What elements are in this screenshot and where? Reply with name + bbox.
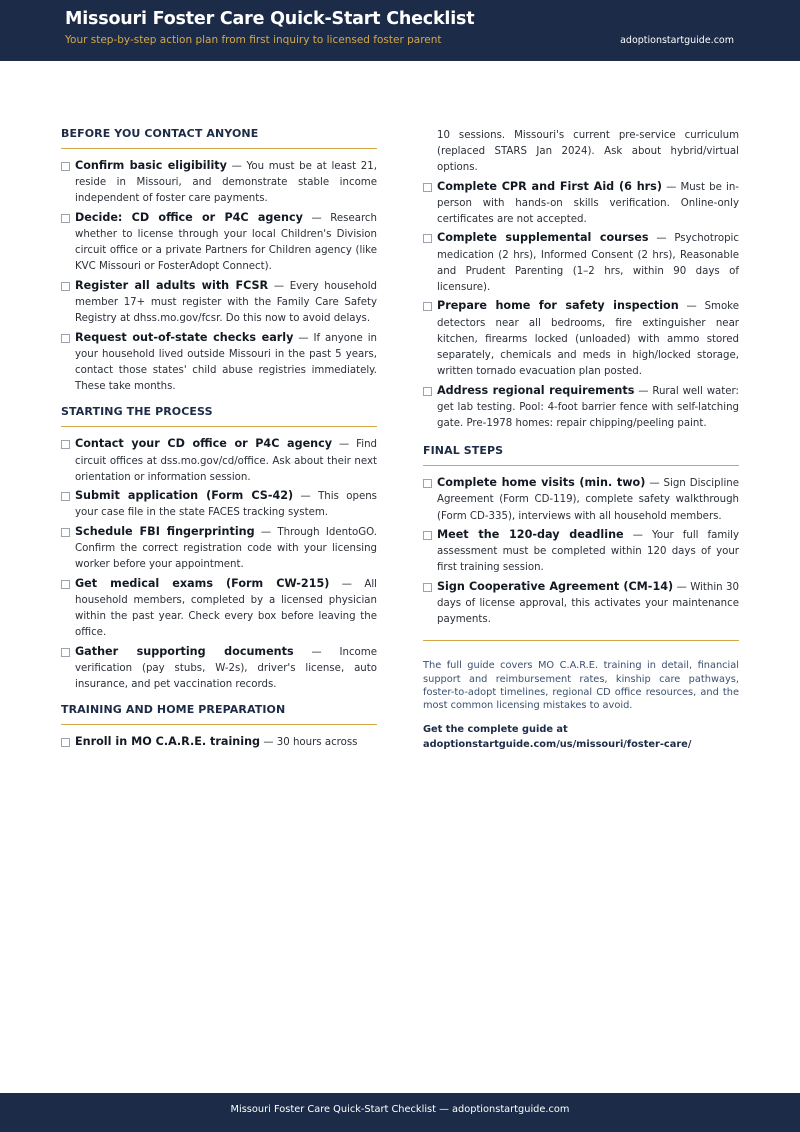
em-dash: — [293, 646, 340, 658]
item-description: If anyone in your household lived outside Missouri in the past 5 years, contact those states' child abuse registries immediately. These take months. [75, 332, 377, 393]
section-final-steps [423, 444, 739, 628]
checklist [61, 158, 377, 395]
section-training [61, 703, 377, 751]
checklist-item [423, 383, 739, 433]
checkbox-icon[interactable] [423, 183, 432, 192]
checklist [423, 475, 739, 628]
checklist-item [61, 158, 377, 208]
checkbox-icon[interactable] [61, 282, 70, 291]
item-description: Every household member 17+ must register with the Family Care Safety Registry at dhss.mo.gov/fcsr. Do this now to avoid delays. [75, 280, 377, 325]
checklist [423, 179, 739, 433]
checkbox-icon[interactable] [61, 528, 70, 537]
item-description: Within 30 days of license approval, this activates your maintenance payments. [437, 581, 739, 626]
item-heading: Enroll in MO C.A.R.E. training [75, 735, 261, 749]
em-dash: — [293, 332, 314, 344]
em-dash: — [673, 581, 691, 593]
checkbox-icon[interactable] [61, 580, 70, 589]
checkbox-icon[interactable] [61, 738, 70, 747]
item-heading: Decide: CD office or P4C agency [75, 210, 303, 224]
item-description: Sign Discipline Agreement (Form CD-119), complete safety walkthrough (Form CD-335), interviews with all household members. [437, 478, 739, 522]
em-dash: — [302, 212, 331, 224]
item-heading: Request out-of-state checks early [75, 330, 294, 344]
section-title: BEFORE YOU CONTACT ANYONE [61, 127, 377, 149]
cta-link[interactable]: adoptionstartguide.com/us/missouri/foster-care/ [423, 739, 692, 751]
page-title: Missouri Foster Care Quick-Start Checklist [65, 9, 475, 29]
item-heading: Complete supplemental courses [437, 231, 649, 245]
em-dash: — [332, 439, 357, 451]
checkbox-icon[interactable] [61, 162, 70, 171]
section-starting-process [61, 405, 377, 693]
checkbox-icon[interactable] [423, 302, 432, 311]
footer-text: Missouri Foster Care Quick-Start Checklist — adoptionstartguide.com [230, 1104, 570, 1115]
item-heading: Complete home visits (min. two) [437, 476, 646, 490]
item-heading: Address regional requirements [437, 383, 635, 397]
item-description: All household members, completed by a licensed physician within the past year. Check every box before leaving the office. [75, 578, 377, 639]
checkbox-icon[interactable] [61, 648, 70, 657]
left-column [61, 127, 377, 761]
item-description: Income verification (pay stubs, W-2s), driver's license, auto insurance, and pet vaccination records. [75, 646, 377, 690]
em-dash: — [268, 280, 290, 292]
checklist-item [61, 210, 377, 276]
item-description: Must be in-person with hands-on skills verification. Online-only certificates are not accepted. [437, 181, 739, 226]
section-title: STARTING THE PROCESS [61, 405, 377, 427]
checkbox-icon[interactable] [423, 387, 432, 396]
training-item-continuation: 10 sessions. Missouri's current pre-service curriculum (replaced STARS Jan 2024). Ask about hybrid/virtual options. [437, 130, 739, 174]
item-heading: Schedule FBI fingerprinting [75, 524, 255, 538]
em-dash: — [678, 301, 705, 313]
item-heading: Gather supporting documents [75, 644, 294, 658]
checklist-item [423, 579, 739, 629]
item-description: Psychotropic medication (2 hrs), Informed Consent (2 hrs), Reasonable and Prudent Parenting (1–2 hrs, within 90 days of licensure). [437, 233, 739, 294]
checklist-item [61, 734, 377, 751]
cta-label: Get the complete guide at [423, 723, 568, 735]
item-description: This opens your case file in the state FACES tracking system. [75, 491, 377, 519]
checklist-item [423, 527, 739, 577]
checkbox-icon[interactable] [61, 214, 70, 223]
item-heading: Contact your CD office or P4C agency [75, 437, 333, 451]
em-dash: — [634, 385, 653, 397]
page-footer [0, 1093, 800, 1132]
em-dash: — [645, 478, 664, 490]
item-description: Through IdentoGO. Confirm the correct registration code with your licensing worker before your appointment. [75, 526, 378, 571]
item-heading: Meet the 120-day deadline [437, 528, 624, 542]
checklist-item [423, 230, 739, 296]
section-title: TRAINING AND HOME PREPARATION [61, 703, 377, 725]
em-dash: — [293, 491, 319, 503]
checklist [61, 436, 377, 693]
em-dash: — [254, 526, 278, 538]
em-dash: — [260, 737, 277, 749]
checklist-item [423, 298, 739, 380]
item-description: 30 hours across [276, 737, 358, 749]
item-heading: Register all adults with FCSR [75, 278, 269, 292]
checkbox-icon[interactable] [61, 334, 70, 343]
item-heading: Complete CPR and First Aid (6 hrs) [437, 179, 662, 193]
promo-text: The full guide covers MO C.A.R.E. training in detail, financial support and reimbursement rates, kinship care pathways, foster-to-adopt timelines, regional CD office resources, and the most common licensing mistakes to avoid. [423, 660, 739, 712]
checklist-item [423, 475, 739, 525]
page-header [0, 0, 800, 61]
divider [423, 640, 739, 641]
checklist-item [61, 488, 377, 521]
item-heading: Submit application (Form CS-42) [75, 489, 294, 503]
em-dash: — [226, 161, 247, 172]
item-heading: Sign Cooperative Agreement (CM-14) [437, 579, 674, 593]
checklist-item [61, 576, 377, 642]
section-title: FINAL STEPS [423, 444, 739, 466]
item-description: Rural well water: get lab testing. Pool: 4-foot barrier fence with self-latching gate. Pre-1978 homes: repair chipping/peeling paint. [437, 385, 739, 430]
checkbox-icon[interactable] [423, 234, 432, 243]
item-description: Find circuit offices at dss.mo.gov/cd/office. Ask about their next orientation or information session. [75, 439, 377, 483]
checkbox-icon[interactable] [61, 492, 70, 501]
item-heading: Confirm basic eligibility [75, 159, 227, 172]
page-subtitle: Your step-by-step action plan from first inquiry to licensed foster parent [65, 34, 442, 46]
item-description: Your full family assessment must be completed within 120 days of your first training session. [437, 530, 740, 574]
checklist [61, 734, 377, 751]
checklist-item [61, 330, 377, 396]
right-column [423, 128, 739, 753]
checklist-item [61, 278, 377, 328]
header-site-link[interactable]: adoptionstartguide.com [620, 35, 734, 46]
em-dash: — [661, 181, 681, 193]
checklist-item [61, 524, 377, 574]
item-description: You must be at least 21, reside in Missouri, and demonstrate stable income independent of foster care payments. [75, 161, 377, 205]
checklist-item [423, 179, 739, 229]
section-before-contact [61, 127, 377, 395]
item-heading: Prepare home for safety inspection [437, 299, 679, 313]
item-description: Research whether to license through your local Children's Division circuit office or a private Partners for Children agency (like KVC Missouri or FosterAdopt Connect). [75, 212, 377, 273]
checklist-item [61, 436, 377, 486]
em-dash: — [648, 233, 675, 245]
checklist-item [61, 644, 377, 694]
checkbox-icon[interactable] [423, 583, 432, 592]
checkbox-icon[interactable] [61, 440, 70, 449]
checkbox-icon[interactable] [423, 531, 432, 540]
em-dash: — [329, 578, 365, 590]
checkbox-icon[interactable] [423, 479, 432, 488]
item-description: Smoke detectors near all bedrooms, fire extinguisher near kitchen, firearms locked (unloaded) with ammo stored separately, chemicals and meds in high/locked storage, written tornado evacuation plan posted. [437, 301, 739, 378]
item-heading: Get medical exams (Form CW-215) [75, 576, 330, 590]
em-dash: — [623, 530, 652, 542]
